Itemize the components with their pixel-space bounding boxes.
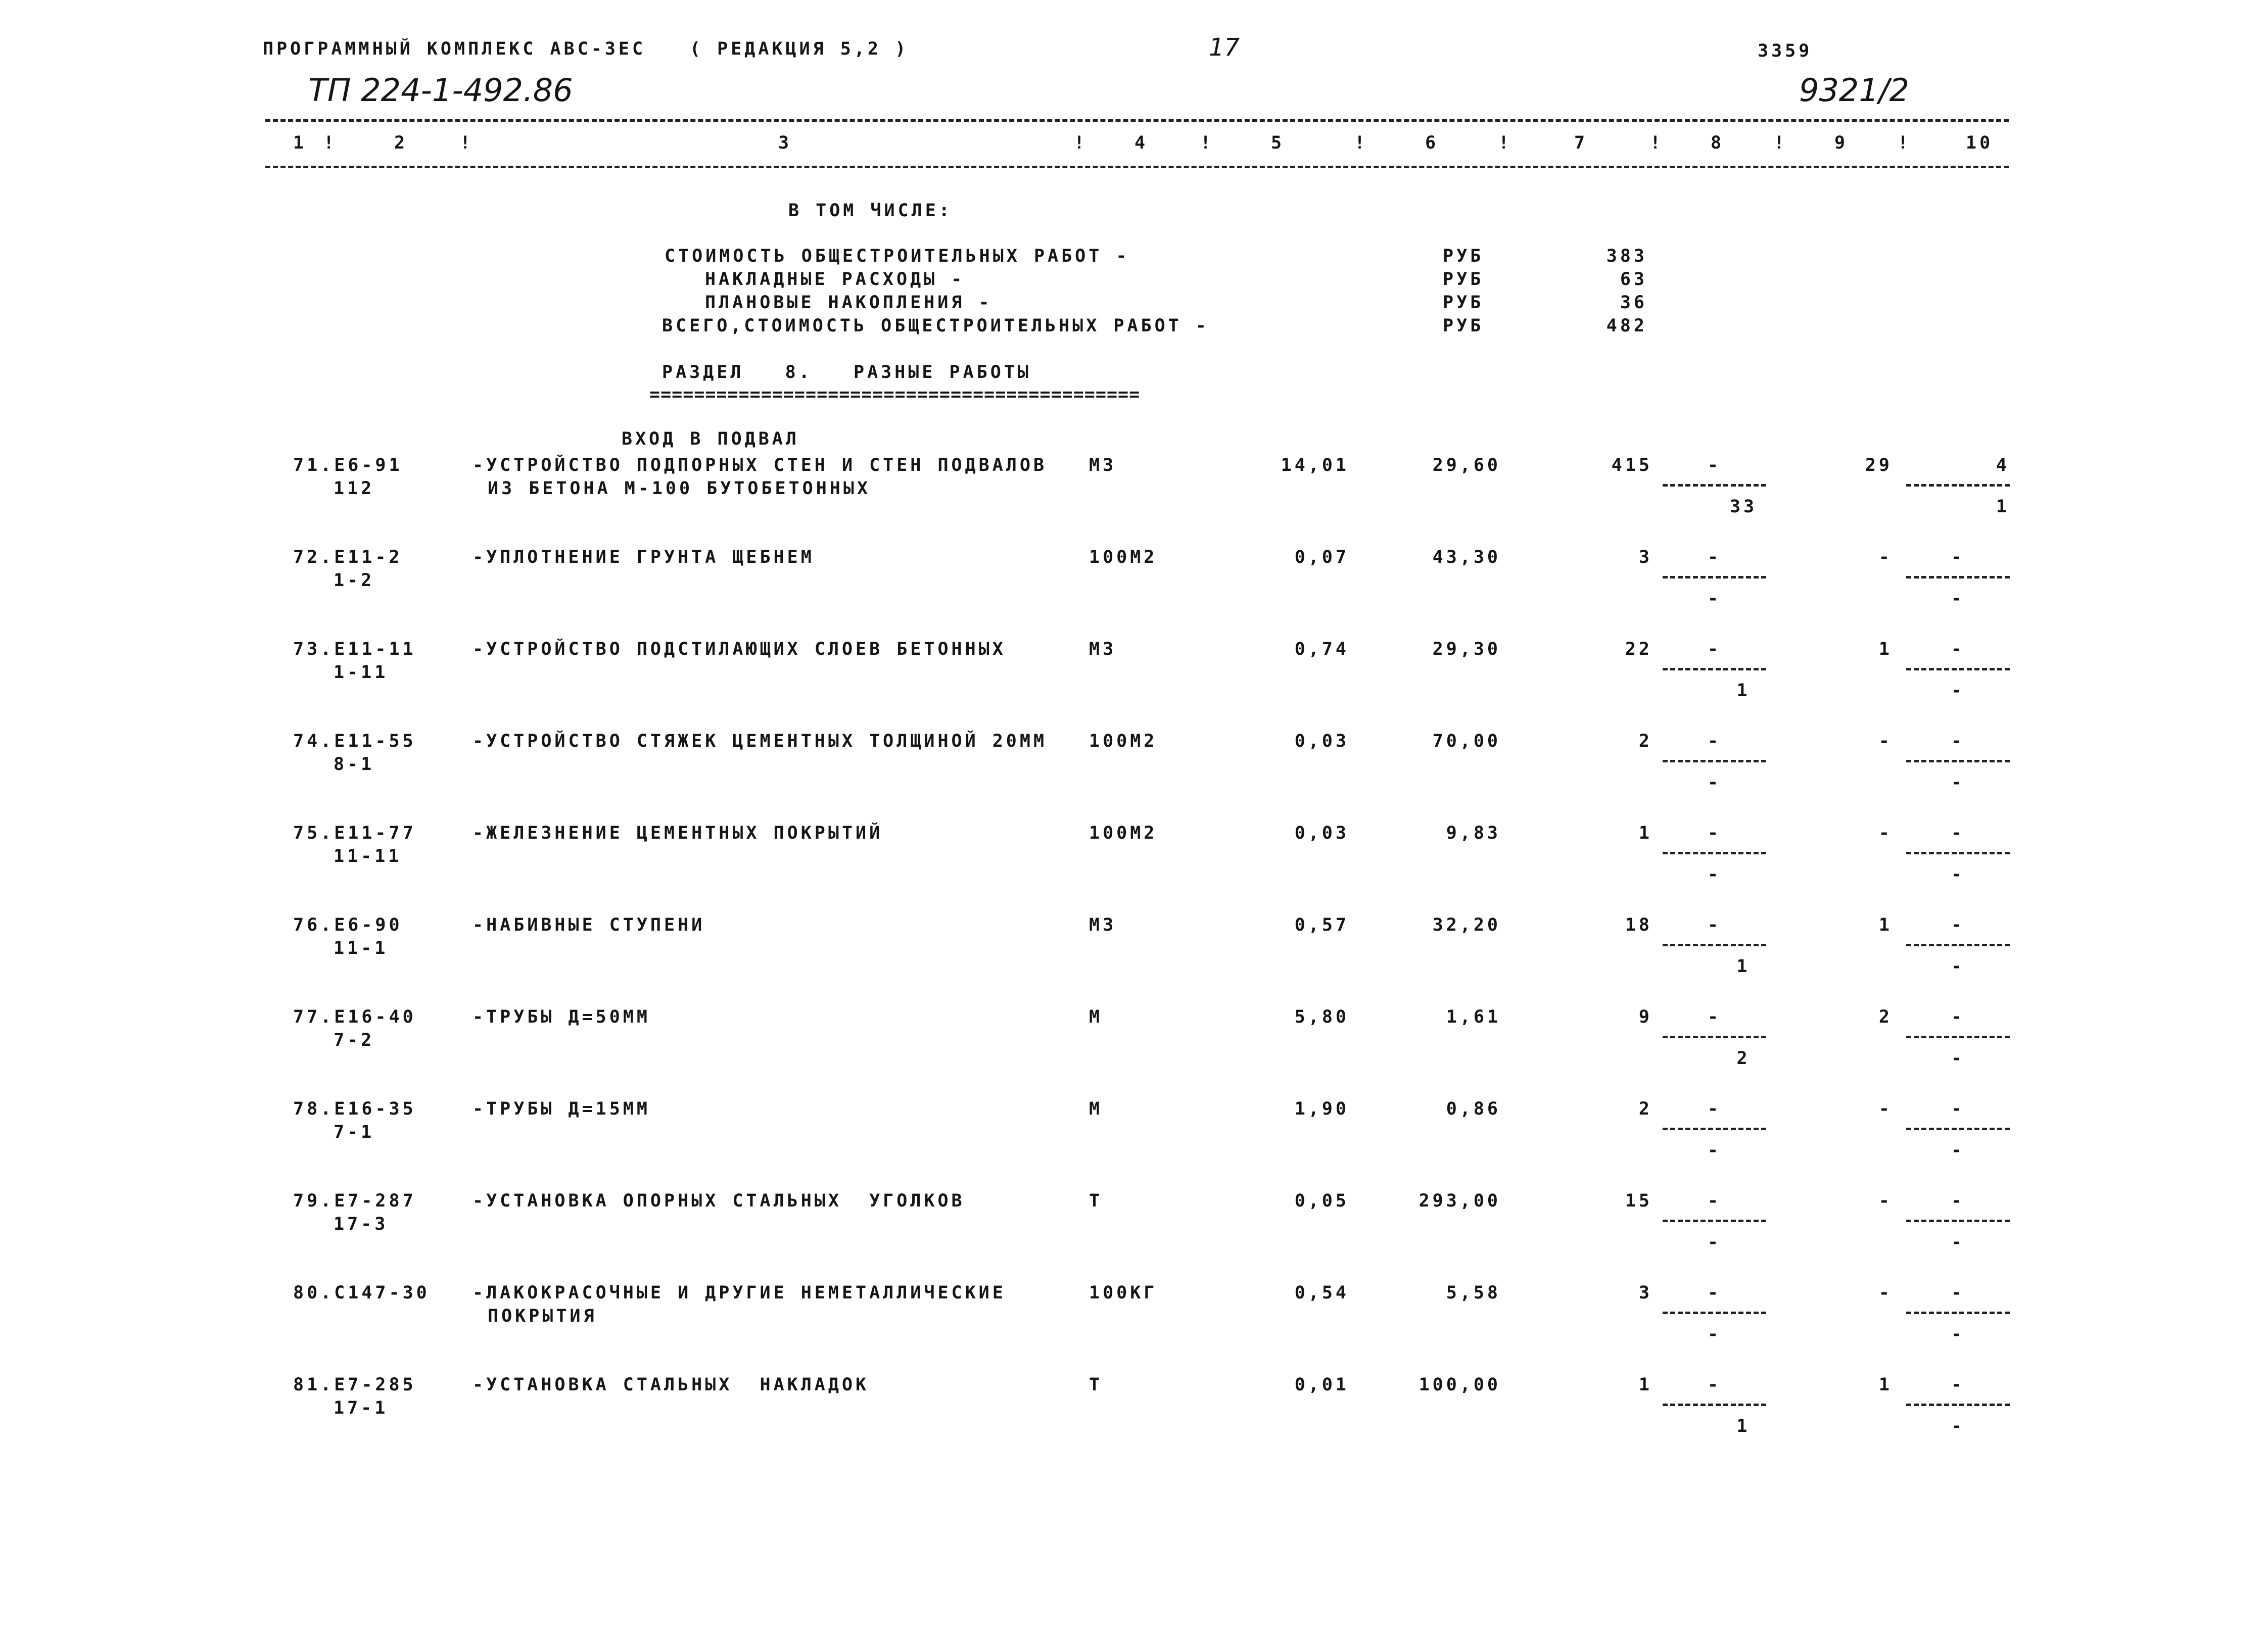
row-total: 1 (1638, 1375, 1652, 1395)
row-unit: 100М2 (1089, 731, 1158, 751)
col10-bottom: - (1951, 1048, 1965, 1069)
row-subcode: 1-2 (334, 570, 375, 591)
summary-value: 482 (1606, 316, 1647, 336)
row-code: 74.Е11-55 (293, 731, 416, 751)
row-description: -УСТРОЙСТВО ПОДПОРНЫХ СТЕН И СТЕН ПОДВАЛОВ (472, 455, 1048, 475)
row-price: 43,30 (1432, 547, 1501, 567)
col10-fraction-line (1906, 1220, 2010, 1222)
col10-top: - (1951, 639, 1965, 659)
row-unit: 100М2 (1089, 823, 1158, 843)
col8-bottom: - (1707, 1232, 1722, 1252)
summary-unit: РУБ (1443, 293, 1484, 313)
row-quantity: 0,74 (1294, 639, 1349, 659)
summary-value: 383 (1606, 246, 1647, 266)
row-unit: 100М2 (1089, 547, 1158, 567)
column-separator: ! (1498, 133, 1513, 153)
col10-bottom: - (1951, 1416, 1965, 1436)
col8-bottom: 1 (1736, 1416, 1751, 1436)
col10-bottom: - (1951, 1140, 1965, 1161)
row-total: 18 (1625, 915, 1652, 935)
row-description: -ЖЕЛЕЗНЕНИЕ ЦЕМЕНТНЫХ ПОКРЫТИЙ (472, 823, 883, 843)
row-unit: 100КГ (1089, 1283, 1158, 1303)
col8-top: - (1707, 823, 1722, 843)
col10-top: - (1951, 547, 1965, 567)
sheet-code: 9321/2 (1799, 72, 1910, 109)
col8-bottom: - (1707, 773, 1722, 793)
col9-value: 1 (1878, 915, 1893, 935)
section-pretext: ВХОД В ПОДВАЛ (622, 429, 799, 449)
col8-fraction-line (1663, 1128, 1766, 1130)
summary-value: 63 (1620, 269, 1647, 289)
row-description: -УСТРОЙСТВО ПОДСТИЛАЮЩИХ СЛОЕВ БЕТОННЫХ (472, 639, 1006, 659)
row-code: 72.Е11-2 (293, 547, 403, 567)
column-number: 5 (1271, 133, 1285, 153)
column-number: 7 (1574, 133, 1588, 153)
row-total: 2 (1638, 1099, 1652, 1119)
col10-top: - (1951, 915, 1965, 935)
summary-label: НАКЛАДНЫЕ РАСХОДЫ - (705, 269, 965, 289)
col10-bottom: - (1951, 681, 1965, 701)
column-separator: ! (1898, 133, 1912, 153)
column-separator: ! (323, 133, 338, 153)
column-separator: ! (1074, 133, 1088, 153)
row-total: 3 (1638, 1283, 1652, 1303)
row-quantity: 5,80 (1294, 1007, 1349, 1027)
row-quantity: 0,03 (1294, 731, 1349, 751)
col8-top: - (1707, 1191, 1722, 1211)
row-code: 79.Е7-287 (293, 1191, 416, 1211)
col9-value: - (1878, 1283, 1893, 1303)
col10-fraction-line (1906, 668, 2010, 670)
col10-fraction-line (1906, 1128, 2010, 1130)
col10-bottom: - (1951, 589, 1965, 609)
col8-fraction-line (1663, 1036, 1766, 1038)
column-number: 2 (394, 133, 408, 153)
col10-bottom: 1 (1996, 497, 2010, 517)
col9-value: - (1878, 823, 1893, 843)
col10-fraction-line (1906, 1404, 2010, 1406)
col8-bottom: - (1707, 864, 1722, 885)
row-subcode: 7-1 (334, 1122, 375, 1142)
column-number: 3 (778, 133, 792, 153)
row-total: 1 (1638, 823, 1652, 843)
summary-title: В ТОМ ЧИСЛЕ: (788, 201, 953, 221)
col10-top: - (1951, 731, 1965, 751)
column-separator: ! (1354, 133, 1368, 153)
col8-bottom: 1 (1736, 956, 1751, 977)
col10-top: - (1951, 823, 1965, 843)
col8-bottom: 1 (1736, 681, 1751, 701)
col10-bottom: - (1951, 956, 1965, 977)
row-description: -НАБИВНЫЕ СТУПЕНИ (472, 915, 705, 935)
row-quantity: 1,90 (1294, 1099, 1349, 1119)
row-unit: М3 (1089, 915, 1117, 935)
col8-fraction-line (1663, 944, 1766, 946)
column-separator: ! (1774, 133, 1788, 153)
edition: ( РЕДАКЦИЯ 5,2 ) (690, 39, 909, 59)
row-quantity: 0,03 (1294, 823, 1349, 843)
col10-top: - (1951, 1375, 1965, 1395)
row-code: 78.Е16-35 (293, 1099, 416, 1119)
row-description-cont: ПОКРЫТИЯ (488, 1306, 597, 1326)
col10-bottom: - (1951, 1324, 1965, 1344)
row-price: 1,61 (1446, 1007, 1501, 1027)
row-code: 73.Е11-11 (293, 639, 416, 659)
row-unit: М3 (1089, 639, 1117, 659)
row-quantity: 0,01 (1294, 1375, 1349, 1395)
col8-fraction-line (1663, 668, 1766, 670)
col9-value: - (1878, 731, 1893, 751)
header-rule-top (265, 119, 2009, 122)
row-total: 415 (1611, 455, 1652, 475)
col9-value: 1 (1878, 1375, 1893, 1395)
row-code: 81.Е7-285 (293, 1375, 416, 1395)
col8-top: - (1707, 455, 1722, 475)
row-price: 29,30 (1432, 639, 1501, 659)
column-number: 8 (1711, 133, 1725, 153)
summary-unit: РУБ (1443, 316, 1484, 336)
row-subcode: 112 (334, 478, 375, 499)
row-total: 22 (1625, 639, 1652, 659)
col10-top: - (1951, 1099, 1965, 1119)
col10-fraction-line (1906, 1036, 2010, 1038)
row-description: -ТРУБЫ Д=15ММ (472, 1099, 650, 1119)
section-title: РАЗДЕЛ 8. РАЗНЫЕ РАБОТЫ (662, 362, 1031, 382)
col8-fraction-line (1663, 484, 1766, 487)
row-quantity: 0,05 (1294, 1191, 1349, 1211)
col10-bottom: - (1951, 1232, 1965, 1252)
col8-top: - (1707, 731, 1722, 751)
summary-unit: РУБ (1443, 269, 1484, 289)
summary-label: ПЛАНОВЫЕ НАКОПЛЕНИЯ - (705, 293, 993, 313)
row-description: -ТРУБЫ Д=50ММ (472, 1007, 650, 1027)
row-price: 5,58 (1446, 1283, 1501, 1303)
col10-bottom: - (1951, 864, 1965, 885)
col8-top: - (1707, 547, 1722, 567)
row-price: 29,60 (1432, 455, 1501, 475)
row-total: 9 (1638, 1007, 1652, 1027)
row-quantity: 0,54 (1294, 1283, 1349, 1303)
col8-bottom: 2 (1736, 1048, 1751, 1069)
page-number: 17 (1209, 33, 1240, 62)
col8-bottom: 33 (1729, 497, 1758, 517)
row-price: 293,00 (1419, 1191, 1501, 1211)
column-separator: ! (1200, 133, 1214, 153)
row-unit: М (1089, 1007, 1103, 1027)
row-code: 77.Е16-40 (293, 1007, 416, 1027)
column-number: 6 (1425, 133, 1439, 153)
col10-fraction-line (1906, 576, 2010, 578)
row-description: -УСТРОЙСТВО СТЯЖЕК ЦЕМЕНТНЫХ ТОЛЩИНОЙ 20ММ (472, 731, 1048, 751)
row-description: -УСТАНОВКА ОПОРНЫХ СТАЛЬНЫХ УГОЛКОВ (472, 1191, 965, 1211)
col8-top: - (1707, 1007, 1722, 1027)
summary-value: 36 (1620, 293, 1647, 313)
col10-fraction-line (1906, 1312, 2010, 1314)
col10-top: - (1951, 1007, 1965, 1027)
row-total: 2 (1638, 731, 1652, 751)
row-price: 100,00 (1419, 1375, 1501, 1395)
col10-fraction-line (1906, 944, 2010, 946)
col9-value: 2 (1878, 1007, 1893, 1027)
column-number: 4 (1135, 133, 1149, 153)
col10-fraction-line (1906, 852, 2010, 854)
row-quantity: 14,01 (1281, 455, 1349, 475)
row-code: 75.Е11-77 (293, 823, 416, 843)
col8-top: - (1707, 1375, 1722, 1395)
col8-top: - (1707, 915, 1722, 935)
col10-top: 4 (1996, 455, 2010, 475)
col10-top: - (1951, 1283, 1965, 1303)
row-code: 80.С147-30 (293, 1283, 430, 1303)
col9-value: - (1878, 547, 1893, 567)
col8-bottom: - (1707, 1324, 1722, 1344)
row-total: 15 (1625, 1191, 1652, 1211)
col8-bottom: - (1707, 589, 1722, 609)
row-subcode: 17-1 (334, 1398, 389, 1418)
row-total: 3 (1638, 547, 1652, 567)
section-underline: ============================================ (649, 384, 1141, 405)
summary-label: ВСЕГО,СТОИМОСТЬ ОБЩЕСТРОИТЕЛЬНЫХ РАБОТ - (662, 316, 1209, 336)
project-code: ТП 224-1-492.86 (308, 72, 573, 109)
column-number: 9 (1834, 133, 1849, 153)
column-number: 1 (293, 133, 307, 153)
row-price: 70,00 (1432, 731, 1501, 751)
row-unit: М3 (1089, 455, 1117, 475)
row-unit: Т (1089, 1375, 1103, 1395)
col9-value: - (1878, 1099, 1893, 1119)
row-quantity: 0,07 (1294, 547, 1349, 567)
row-subcode: 17-3 (334, 1214, 389, 1234)
col8-fraction-line (1663, 576, 1766, 578)
col9-value: 1 (1878, 639, 1893, 659)
col8-bottom: - (1707, 1140, 1722, 1161)
row-subcode: 8-1 (334, 754, 375, 775)
row-description: -ЛАКОКРАСОЧНЫЕ И ДРУГИЕ НЕМЕТАЛЛИЧЕСКИЕ (472, 1283, 1006, 1303)
row-subcode: 1-11 (334, 662, 389, 683)
row-price: 9,83 (1446, 823, 1501, 843)
col10-top: - (1951, 1191, 1965, 1211)
row-code: 71.Е6-91 (293, 455, 403, 475)
row-description: -УПЛОТНЕНИЕ ГРУНТА ЩЕБНЕМ (472, 547, 815, 567)
col10-fraction-line (1906, 484, 2010, 487)
row-subcode: 11-11 (334, 846, 402, 866)
row-code: 76.Е6-90 (293, 915, 403, 935)
column-separator: ! (460, 133, 474, 153)
row-quantity: 0,57 (1294, 915, 1349, 935)
row-price: 32,20 (1432, 915, 1501, 935)
row-description: -УСТАНОВКА СТАЛЬНЫХ НАКЛАДОК (472, 1375, 870, 1395)
col9-value: 29 (1865, 455, 1893, 475)
row-unit: М (1089, 1099, 1103, 1119)
col8-top: - (1707, 639, 1722, 659)
col8-top: - (1707, 1099, 1722, 1119)
col8-fraction-line (1663, 1404, 1766, 1406)
doc-number: 3359 (1758, 41, 1813, 61)
col8-fraction-line (1663, 760, 1766, 762)
col10-fraction-line (1906, 760, 2010, 762)
row-price: 0,86 (1446, 1099, 1501, 1119)
col8-fraction-line (1663, 1312, 1766, 1314)
summary-label: СТОИМОСТЬ ОБЩЕСТРОИТЕЛЬНЫХ РАБОТ - (665, 246, 1130, 266)
program-name: ПРОГРАММНЫЙ КОМПЛЕКС АВС-3ЕС (263, 39, 646, 59)
header-rule-bottom (265, 166, 2009, 168)
column-separator: ! (1650, 133, 1664, 153)
col8-top: - (1707, 1283, 1722, 1303)
row-unit: Т (1089, 1191, 1103, 1211)
row-subcode: 11-1 (334, 938, 389, 958)
col9-value: - (1878, 1191, 1893, 1211)
row-description-cont: ИЗ БЕТОНА М-100 БУТОБЕТОННЫХ (488, 478, 871, 499)
row-subcode: 7-2 (334, 1030, 375, 1050)
col8-fraction-line (1663, 1220, 1766, 1222)
col8-fraction-line (1663, 852, 1766, 854)
summary-unit: РУБ (1443, 246, 1484, 266)
col10-bottom: - (1951, 773, 1965, 793)
column-number: 10 (1966, 133, 1994, 153)
